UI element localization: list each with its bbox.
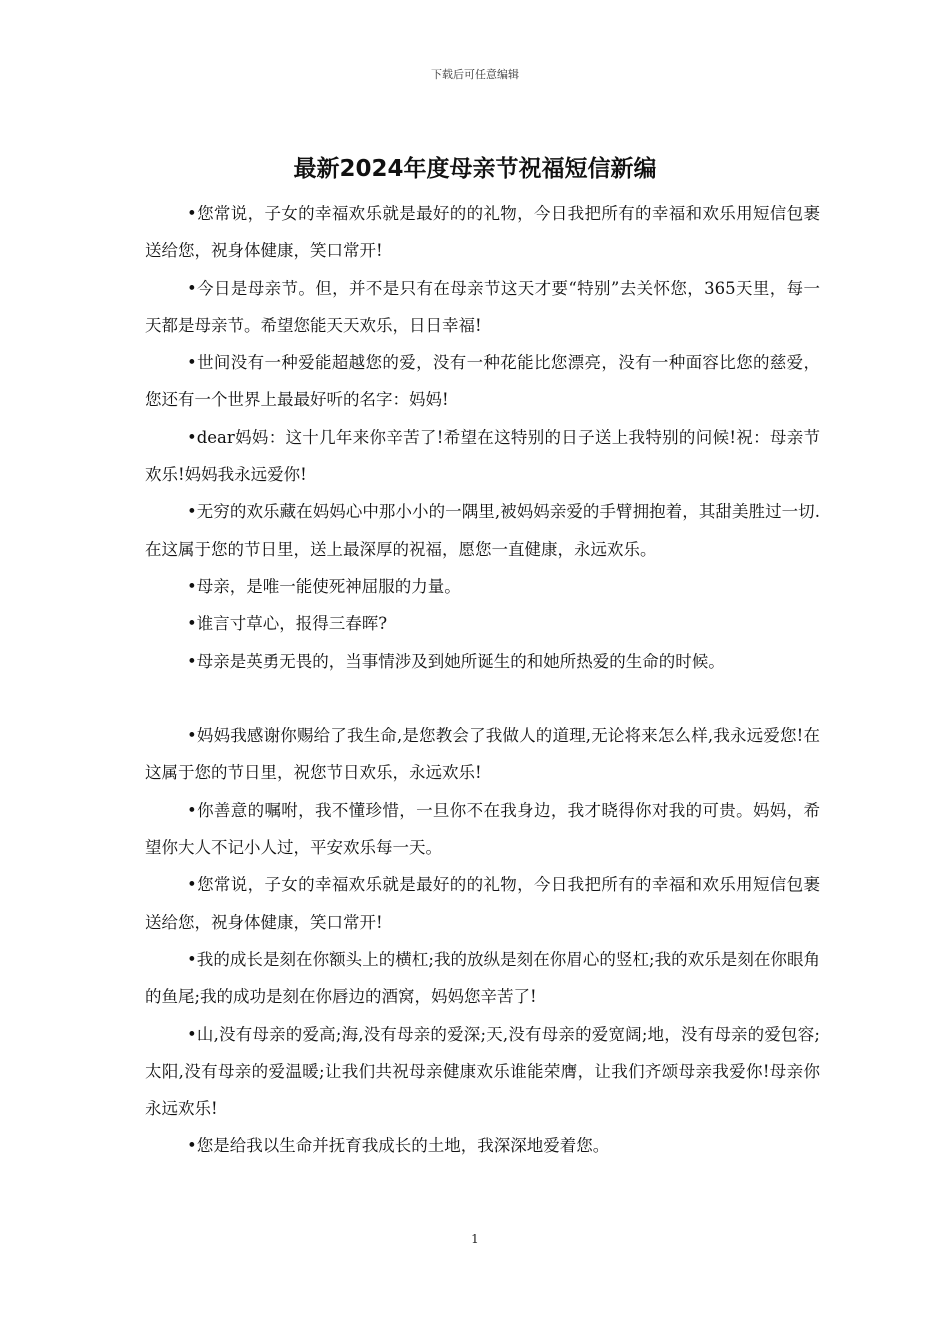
- paragraph: •母亲，是唯一能使死神屈服的力量。: [187, 576, 461, 596]
- paragraph: •山,没有母亲的爱高;海,没有母亲的爱深;天,没有母亲的爱宽阔;地，没有母亲的爱包容;太阳,没有母亲的爱温暖;让我们共祝母亲健康欢乐谁能荣膺，让我们齐颂母亲我爱你!母亲你永远欢乐!: [145, 1024, 820, 1119]
- paragraph: •无穷的欢乐藏在妈妈心中那小小的一隅里,被妈妈亲爱的手臂拥抱着，其甜美胜过一切.在这属于您的节日里，送上最深厚的祝福，愿您一直健康，永远欢乐。: [145, 502, 820, 559]
- page-number: 1: [471, 1232, 479, 1246]
- paragraph: •您常说，子女的幸福欢乐就是最好的的礼物，今日我把所有的幸福和欢乐用短信包裹送给您，祝身体健康，笑口常开!: [145, 875, 820, 932]
- paragraph: •我的成长是刻在你额头上的横杠;我的放纵是刻在你眉心的竖杠;我的欢乐是刻在你眼角的鱼尾;我的成功是刻在你唇边的酒窝，妈妈您辛苦了!: [145, 949, 820, 1007]
- paragraph: •dear妈妈：这十几年来你辛苦了!希望在这特别的日子送上我特别的问候!祝：母亲节欢乐!妈妈我永远爱你!: [145, 427, 820, 485]
- document-title: 最新2024年度母亲节祝福短信新编: [293, 156, 657, 182]
- paragraph: •母亲是英勇无畏的，当事情涉及到她所诞生的和她所热爱的生命的时候。: [187, 651, 725, 671]
- blank-line: [145, 680, 820, 717]
- paragraph: •谁言寸草心，报得三春晖?: [187, 614, 388, 634]
- paragraph: •妈妈我感谢你赐给了我生命,是您教会了我做人的道理,无论将来怎么样,我永远爱您!在这属于您的节日里，祝您节日欢乐，永远欢乐!: [145, 726, 820, 783]
- paragraph: •世间没有一种爱能超越您的爱，没有一种花能比您漂亮，没有一种面容比您的慈爱，您还有一个世界上最最好听的名字：妈妈!: [145, 353, 820, 410]
- document-body: [145, 195, 820, 1165]
- page-header-note: 下载后可任意编辑: [431, 68, 519, 81]
- paragraph: •您常说，子女的幸福欢乐就是最好的的礼物，今日我把所有的幸福和欢乐用短信包裹送给您，祝身体健康，笑口常开!: [145, 204, 820, 261]
- paragraph: •您是给我以生命并抚育我成长的土地，我深深地爱着您。: [187, 1136, 610, 1156]
- paragraph: •今日是母亲节。但，并不是只有在母亲节这天才要“特别”去关怀您，365天里，每一天都是母亲节。希望您能天天欢乐，日日幸福!: [145, 278, 820, 335]
- paragraph: •你善意的嘱咐，我不懂珍惜，一旦你不在我身边，我才晓得你对我的可贵。妈妈，希望你大人不记小人过，平安欢乐每一天。: [145, 800, 820, 858]
